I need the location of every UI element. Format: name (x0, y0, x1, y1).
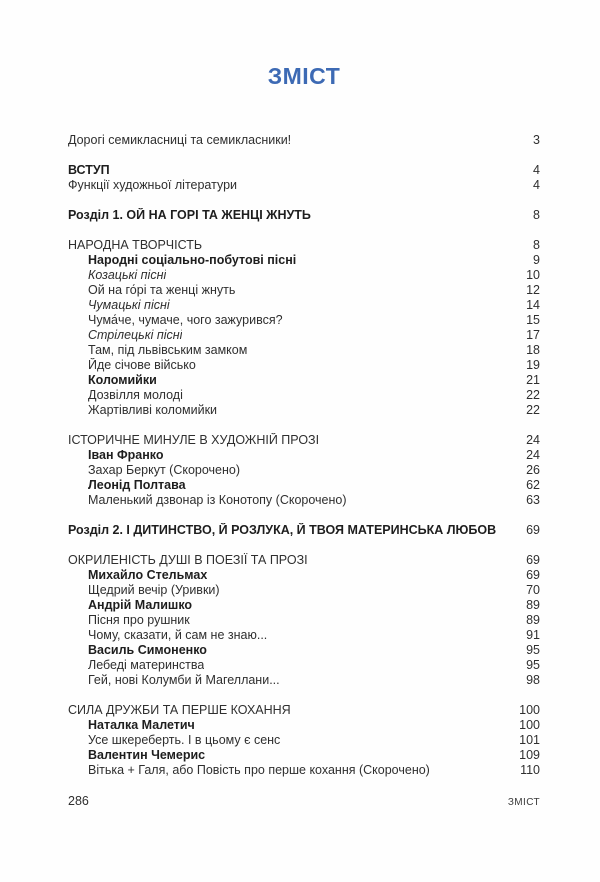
toc-entry-page-number: 24 (526, 433, 540, 447)
toc-entry-page-number: 95 (526, 643, 540, 657)
toc-entry-label: Захар Беркут (Скорочено) (88, 463, 241, 477)
toc-group (68, 703, 540, 778)
toc-entry-page-number: 101 (519, 733, 540, 747)
footer-page-number: 286 (68, 794, 89, 808)
toc-entry-label: Йде січове військо (88, 358, 196, 372)
toc-entry-label: Усе шкереберть. І в цьому є сенс (88, 733, 281, 747)
toc-entry-page-number: 98 (526, 673, 540, 687)
toc-entry-label: Розділ 2. І ДИТИНСТВО, Й РОЗЛУКА, Й ТВОЯ МАТЕРИНСЬКА ЛЮБОВ (68, 523, 497, 537)
toc-entry-label: Леонід Полтава (88, 478, 186, 492)
toc-entry (68, 343, 540, 358)
toc-entry-page-number: 100 (519, 718, 540, 732)
toc-entry-page-number: 70 (526, 583, 540, 597)
toc-entry (68, 328, 540, 343)
toc-entry-label: Пісня про рушник (88, 613, 190, 627)
toc-entry (68, 313, 540, 328)
toc-entry (68, 598, 540, 613)
toc-entry-page-number: 95 (526, 658, 540, 672)
toc-entry-label: ОКРИЛЕНІСТЬ ДУШІ В ПОЕЗІЇ ТА ПРОЗІ (68, 553, 308, 567)
toc-entry-page-number: 17 (526, 328, 540, 342)
toc-entry-page-number: 4 (533, 163, 540, 177)
page-footer (68, 794, 540, 808)
toc-entry-label: Чумацькі пісні (88, 298, 170, 312)
toc-entry-label: Чума́че, чумаче, чого зажурився? (88, 313, 283, 327)
toc-entry (68, 463, 540, 478)
toc-entry-page-number: 19 (526, 358, 540, 372)
toc-group (68, 163, 540, 193)
toc-group (68, 523, 540, 538)
toc-entry-label: Там, під львівським замком (88, 343, 248, 357)
toc-entry-page-number: 18 (526, 343, 540, 357)
toc-entry-label: Щедрий вечір (Уривки) (88, 583, 220, 597)
toc-entry-page-number: 22 (526, 403, 540, 417)
toc-entry-label: Іван Франко (88, 448, 164, 462)
toc-entry (68, 403, 540, 418)
toc-entry (68, 703, 540, 718)
toc-entry (68, 358, 540, 373)
toc-entry-label: Андрій Малишко (88, 598, 193, 612)
toc-entry (68, 733, 540, 748)
toc-entry-page-number: 3 (533, 133, 540, 147)
toc-entry (68, 238, 540, 253)
toc-entry-label: Вітька + Галя, або Повість про перше кохання (Скорочено) (88, 763, 430, 777)
toc-entry (68, 133, 540, 148)
toc-entry-label: Стрілецькі пісні (88, 328, 183, 342)
toc-entry-page-number: 8 (533, 238, 540, 252)
toc-entry-page-number: 89 (526, 598, 540, 612)
toc-entry-page-number: 21 (526, 373, 540, 387)
toc-entry-label: Василь Симоненко (88, 643, 207, 657)
toc-entry-label: Гей, нові Колумби й Магеллани... (88, 673, 280, 687)
toc-entry-label: Дорогі семикласниці та семикласники! (68, 133, 292, 147)
toc-entry-label: Валентин Чемерис (88, 748, 206, 762)
toc-entry-label: НАРОДНА ТВОРЧІСТЬ (68, 238, 203, 252)
toc-entry-label: Михайло Стельмах (88, 568, 208, 582)
toc-entry (68, 583, 540, 598)
toc-entry-label: Розділ 1. ОЙ НА ГОРІ ТА ЖЕНЦІ ЖНУТЬ (68, 208, 311, 222)
toc-entry (68, 268, 540, 283)
toc-entry-page-number: 4 (533, 178, 540, 192)
toc-entry-label: СИЛА ДРУЖБИ ТА ПЕРШЕ КОХАННЯ (68, 703, 291, 717)
toc-entry-page-number: 63 (526, 493, 540, 507)
toc-entry-page-number: 110 (520, 763, 540, 777)
footer-running-title: ЗМІСТ (507, 797, 540, 808)
toc-entry-page-number: 69 (526, 568, 540, 582)
toc-entry-page-number: 10 (526, 268, 540, 282)
toc-entry-page-number: 62 (526, 478, 540, 492)
toc-entry (68, 178, 540, 193)
toc-entry-page-number: 100 (519, 703, 540, 717)
toc-entry (68, 448, 540, 463)
toc-entry-page-number: 22 (526, 388, 540, 402)
toc-entry (68, 553, 540, 568)
toc-entry (68, 373, 540, 388)
toc-entry-page-number: 91 (526, 628, 540, 642)
toc-entry (68, 388, 540, 403)
toc-entry-label: Коломийки (88, 373, 157, 387)
toc-entry-page-number: 9 (533, 253, 540, 267)
toc-group (68, 433, 540, 508)
toc-group (68, 553, 540, 688)
toc-entry-label: Козацькі пісні (88, 268, 167, 282)
toc-entry-page-number: 8 (533, 208, 540, 222)
toc-entry (68, 568, 540, 583)
toc-entry-page-number: 89 (526, 613, 540, 627)
toc-entry (68, 298, 540, 313)
toc-entry-page-number: 14 (526, 298, 540, 312)
toc-entry-label: ВСТУП (68, 163, 110, 177)
toc-entry-page-number: 24 (526, 448, 540, 462)
page-title: ЗМІСТ (267, 63, 341, 89)
toc-entry (68, 718, 540, 733)
toc-entry-page-number: 69 (526, 523, 540, 537)
toc-entry-label: Жартівливі коломийки (88, 403, 218, 417)
toc-entry (68, 253, 540, 268)
toc-entry (68, 643, 540, 658)
toc-entry-label: Наталка Малетич (88, 718, 195, 732)
toc-entry (68, 763, 540, 778)
toc-entry (68, 163, 540, 178)
toc-entry (68, 208, 540, 223)
toc-entry (68, 433, 540, 448)
toc-entry (68, 673, 540, 688)
toc-entry-page-number: 15 (526, 313, 540, 327)
toc-entry (68, 493, 540, 508)
toc-entry (68, 628, 540, 643)
toc-entry-label: Народні соціально-побутові пісні (88, 253, 297, 267)
toc-entry-page-number: 12 (526, 283, 540, 297)
toc-entry-label: Дозвілля молоді (88, 388, 183, 402)
toc-entry (68, 478, 540, 493)
toc-entry-label: Функції художньої літератури (68, 178, 238, 192)
toc-group (68, 238, 540, 418)
toc-entry-page-number: 109 (519, 748, 540, 762)
toc-entry-label: ІСТОРИЧНЕ МИНУЛЕ В ХУДОЖНІЙ ПРОЗІ (68, 433, 320, 447)
toc-entry (68, 658, 540, 673)
toc-group (68, 208, 540, 223)
toc-list (68, 133, 540, 778)
toc-entry-page-number: 26 (526, 463, 540, 477)
toc-entry-label: Ой на го́рі та женці жнуть (88, 283, 236, 297)
toc-entry-label: Лебеді материнства (88, 658, 205, 672)
toc-entry (68, 523, 540, 538)
toc-entry-page-number: 69 (526, 553, 540, 567)
toc-entry-label: Чому, сказати, й сам не знаю... (88, 628, 268, 642)
toc-entry (68, 283, 540, 298)
toc-entry (68, 613, 540, 628)
toc-entry-label: Маленький дзвонар із Конотопу (Скорочено) (88, 493, 347, 507)
toc-entry (68, 748, 540, 763)
toc-group (68, 133, 540, 148)
